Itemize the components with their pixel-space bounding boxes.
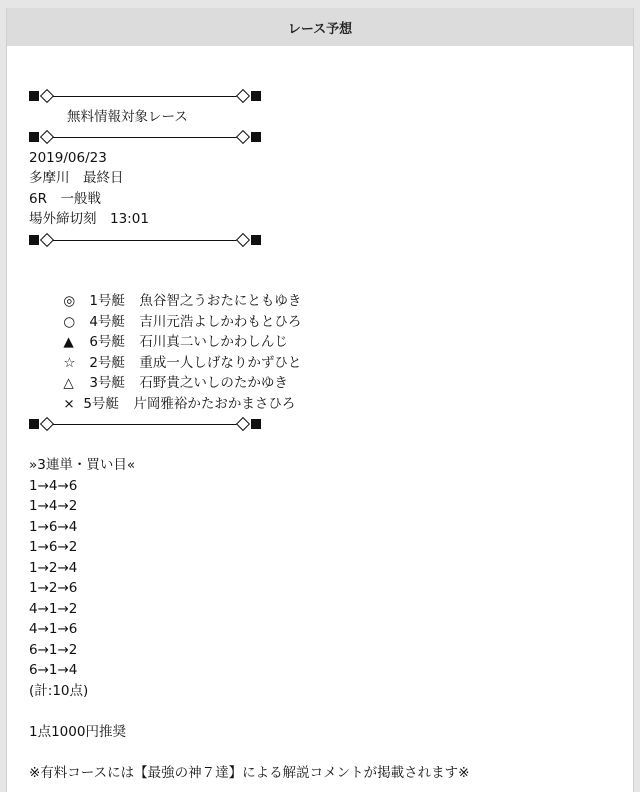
pick-racer: 片岡雅裕かたおかまさひろ: [133, 395, 296, 412]
bet-combo: 6→1→2: [29, 641, 78, 658]
divider: [29, 230, 261, 251]
square-icon: [251, 235, 261, 245]
pick-boat: 2号艇: [89, 354, 125, 371]
picks-list: [29, 271, 623, 412]
pick-racer: 石川真二いしかわしんじ: [139, 334, 288, 350]
square-icon: [251, 132, 261, 142]
race-date: 2019/06/23: [29, 149, 107, 166]
divider-rule: [53, 240, 237, 241]
forecast-panel: [6, 8, 634, 792]
bets-total: (計:10点): [29, 682, 89, 699]
bet-combo: 1→4→6: [29, 477, 78, 494]
divider: [29, 127, 261, 148]
divider-rule: [53, 96, 237, 97]
pick-boat: 5号艇: [83, 395, 119, 412]
pick-mark: ×: [63, 395, 75, 412]
pick-boat: 1号艇: [89, 293, 125, 309]
diamond-icon: [40, 232, 54, 246]
panel-header: [7, 8, 633, 46]
race-deadline: 場外締切刻 13:01: [29, 211, 149, 227]
diamond-icon: [236, 232, 250, 246]
divider: [29, 86, 261, 107]
bet-combo: 1→4→2: [29, 498, 78, 514]
bet-combo: 4→1→2: [29, 600, 78, 617]
free-race-label: 無料情報対象レース: [67, 108, 188, 125]
bet-combo: 1→2→6: [29, 580, 78, 596]
bets-heading: »3連単・買い目«: [29, 457, 136, 473]
pick-boat: 3号艇: [89, 375, 125, 391]
race-venue: 多摩川 最終日: [29, 170, 124, 186]
pick-boat: 6号艇: [89, 334, 125, 350]
pick-boat: 4号艇: [89, 313, 125, 330]
pick-mark: ▲: [63, 334, 74, 350]
diamond-icon: [40, 89, 54, 103]
bet-combo: 4→1→6: [29, 621, 78, 637]
bet-combo: 1→6→4: [29, 518, 78, 535]
diamond-icon: [40, 130, 54, 144]
diamond-icon: [236, 89, 250, 103]
square-icon: [29, 235, 39, 245]
square-icon: [29, 91, 39, 101]
divider-rule: [53, 137, 237, 138]
square-icon: [29, 419, 39, 429]
divider: [29, 414, 261, 435]
diamond-icon: [40, 417, 54, 431]
square-icon: [251, 91, 261, 101]
pick-item: [29, 271, 623, 309]
divider-rule: [53, 424, 237, 425]
page-title: レース予想: [287, 21, 353, 37]
pick-mark: ◎: [63, 293, 76, 309]
pick-mark: ○: [63, 313, 76, 330]
pick-racer: 石野貴之いしのたかゆき: [139, 375, 288, 391]
pick-racer: 吉川元浩よしかわもとひろ: [139, 313, 302, 330]
diamond-icon: [236, 130, 250, 144]
race-name: 6R 一般戦: [29, 190, 101, 207]
pick-mark: ☆: [63, 354, 76, 371]
diamond-icon: [236, 417, 250, 431]
bet-combo: 6→1→4: [29, 662, 78, 678]
square-icon: [29, 132, 39, 142]
pick-racer: 重成一人しげなりかずひと: [139, 354, 302, 371]
square-icon: [251, 419, 261, 429]
bet-combo: 1→6→2: [29, 539, 78, 555]
bets-list: [29, 476, 623, 681]
pick-racer: 魚谷智之うおたにともゆき: [139, 293, 302, 309]
paid-course-notice: ※有料コースには【最強の神７達】による解説コメントが掲載されます※: [29, 764, 470, 781]
forecast-content: [29, 86, 623, 783]
pick-mark: △: [63, 375, 74, 391]
stake-recommendation: 1点1000円推奨: [29, 723, 126, 740]
bet-combo: 1→2→4: [29, 559, 78, 576]
